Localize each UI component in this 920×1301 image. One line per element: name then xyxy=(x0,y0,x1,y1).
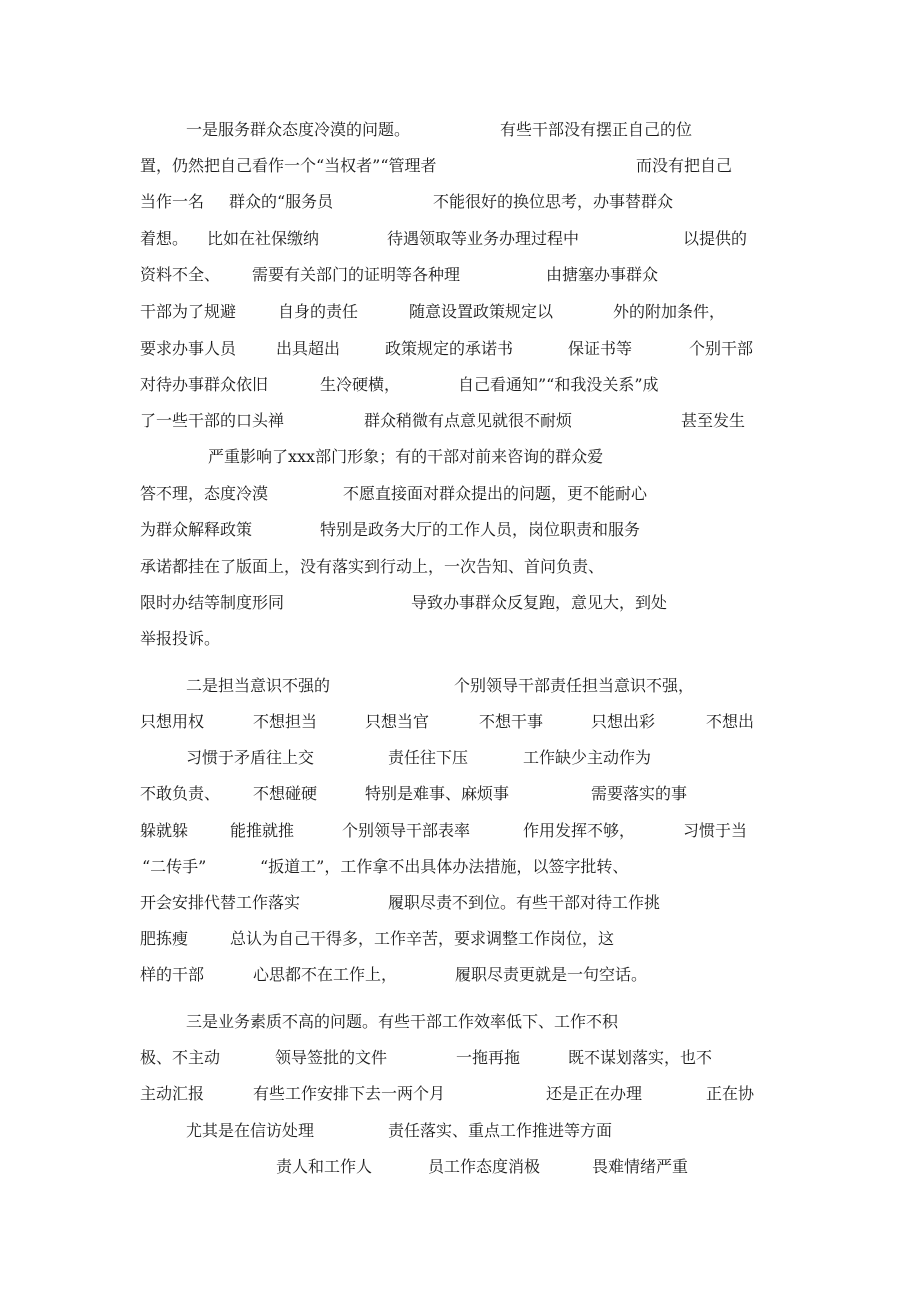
text-segment: 不想碰硬 xyxy=(253,784,318,803)
text-segment: 置，仍然把自己看作一个“当权者”“管理者 xyxy=(140,156,437,175)
text-segment: 随意设置政策规定以 xyxy=(409,302,554,321)
text-segment: 由搪塞办事群众 xyxy=(546,265,659,284)
text-segment: 开会安排代替工作落实 xyxy=(140,893,301,912)
text-segment: 正在协 xyxy=(706,1084,755,1103)
text-segment: 极、不主动 xyxy=(140,1048,221,1067)
text-segment: 而没有把自己 xyxy=(636,156,733,175)
text-segment: 尤其是在信访处理 xyxy=(186,1121,315,1140)
text-segment: 举报投诉。 xyxy=(140,629,221,648)
text-segment: 着想。 xyxy=(140,229,189,248)
text-segment: 群众稍微有点意见就很不耐烦 xyxy=(364,411,573,430)
text-segment: 自身的责任 xyxy=(278,302,359,321)
text-segment: 严重影响了xxx部门形象；有的干部对前来咨询的群众爱 xyxy=(208,447,604,466)
text-segment: 员工作态度消极 xyxy=(428,1157,541,1176)
text-segment: 个别领导干部表率 xyxy=(342,821,471,840)
text-segment: 不想干事 xyxy=(479,712,544,731)
text-segment: 个别干部 xyxy=(689,339,754,358)
text-line xyxy=(0,626,920,652)
text-segment: 工作缺少主动作为 xyxy=(523,748,652,767)
text-line xyxy=(0,444,920,470)
text-segment: 二是担当意识不强的 xyxy=(186,676,331,695)
text-line xyxy=(0,962,920,988)
text-segment: 不能很好的换位思考，办事替群众 xyxy=(433,192,674,211)
text-line xyxy=(0,554,920,580)
text-line xyxy=(0,189,920,215)
text-segment: “扳道工”，工作拿不出具体办法措施，以签字批转、 xyxy=(260,857,629,876)
text-segment: “二传手” xyxy=(142,857,207,876)
text-segment: 为群众解释政策 xyxy=(140,520,253,539)
text-segment: 样的干部 xyxy=(140,965,205,984)
text-line xyxy=(0,1154,920,1180)
text-segment: 一是服务群众态度冷漠的问题。 xyxy=(186,120,411,139)
text-segment: 待遇领取等业务办理过程中 xyxy=(387,229,580,248)
text-segment: 不愿直接面对群众提出的问题，更不能耐心 xyxy=(343,484,648,503)
text-line xyxy=(0,781,920,807)
text-segment: 承诺都挂在了版面上，没有落实到行动上，一次告知、首问负责、 xyxy=(140,557,605,576)
text-segment: 责人和工作人 xyxy=(276,1157,373,1176)
text-line xyxy=(0,372,920,398)
text-segment: 一拖再拖 xyxy=(456,1048,521,1067)
text-line xyxy=(0,1118,920,1144)
text-segment: 还是正在办理 xyxy=(546,1084,643,1103)
text-line xyxy=(0,262,920,288)
text-segment: 习惯于矛盾往上交 xyxy=(186,748,315,767)
text-line xyxy=(0,299,920,325)
text-line xyxy=(0,481,920,507)
text-line xyxy=(0,709,920,735)
text-segment: 习惯于当 xyxy=(683,821,748,840)
text-line xyxy=(0,153,920,179)
text-segment: 生冷硬横， xyxy=(320,375,401,394)
text-segment: 畏难情绪严重 xyxy=(592,1157,689,1176)
text-segment: 能推就推 xyxy=(230,821,295,840)
text-line xyxy=(0,590,920,616)
text-segment: 需要有关部门的证明等各种理 xyxy=(252,265,461,284)
text-segment: 限时办结等制度形同 xyxy=(140,593,285,612)
text-segment: 当作一名 xyxy=(140,192,205,211)
text-segment: 躲就躲 xyxy=(140,821,189,840)
text-segment: 甚至发生 xyxy=(681,411,746,430)
text-line xyxy=(0,1045,920,1071)
text-line xyxy=(0,408,920,434)
text-segment: 只想出彩 xyxy=(591,712,656,731)
text-segment: 群众的“服务员 xyxy=(229,192,334,211)
text-segment: 答不理，态度冷漠 xyxy=(140,484,269,503)
text-segment: 导致办事群众反复跑，意见大，到处 xyxy=(411,593,668,612)
text-segment: 出具超出 xyxy=(276,339,341,358)
text-segment: 履职尽责不到位。有些干部对待工作挑 xyxy=(388,893,661,912)
text-segment: 外的附加条件， xyxy=(613,302,726,321)
text-segment: 心思都不在工作上， xyxy=(253,965,398,984)
text-segment: 干部为了规避 xyxy=(140,302,237,321)
text-line xyxy=(0,117,920,143)
text-line xyxy=(0,926,920,952)
text-line xyxy=(0,226,920,252)
text-segment: 保证书等 xyxy=(568,339,633,358)
text-segment: 特别是政务大厅的工作人员，岗位职责和服务 xyxy=(320,520,641,539)
text-segment: 需要落实的事 xyxy=(591,784,688,803)
text-segment: 只想当官 xyxy=(365,712,430,731)
text-segment: 个别领导干部责任担当意识不强， xyxy=(454,676,695,695)
text-segment: 有些工作安排下去一两个月 xyxy=(253,1084,446,1103)
text-segment: 主动汇报 xyxy=(140,1084,205,1103)
text-segment: 有些干部没有摆正自己的位 xyxy=(500,120,693,139)
text-segment: 三是业务素质不高的问题。有些干部工作效率低下、工作不积 xyxy=(186,1012,619,1031)
text-segment: 资料不全、 xyxy=(140,265,221,284)
text-segment: 对待办事群众依旧 xyxy=(140,375,269,394)
text-segment: 政策规定的承诺书 xyxy=(385,339,514,358)
text-segment: 不敢负责、 xyxy=(140,784,221,803)
text-line xyxy=(0,517,920,543)
text-line xyxy=(0,745,920,771)
text-segment: 不想担当 xyxy=(253,712,318,731)
text-segment: 以提供的 xyxy=(683,229,748,248)
text-segment: 特别是难事、麻烦事 xyxy=(365,784,510,803)
text-line xyxy=(0,673,920,699)
text-line xyxy=(0,336,920,362)
text-segment: 了一些干部的口头禅 xyxy=(140,411,285,430)
text-line xyxy=(0,1009,920,1035)
text-segment: 履职尽责更就是一句空话。 xyxy=(455,965,648,984)
text-segment: 既不谋划落实，也不 xyxy=(568,1048,713,1067)
text-line xyxy=(0,854,920,880)
text-segment: 领导签批的文件 xyxy=(275,1048,388,1067)
text-segment: 总认为自己干得多，工作辛苦，要求调整工作岗位，这 xyxy=(230,929,615,948)
text-segment: 作用发挥不够， xyxy=(523,821,636,840)
text-segment: 自己看通知”“和我没关系”成 xyxy=(458,375,659,394)
text-segment: 责任落实、重点工作推进等方面 xyxy=(388,1121,613,1140)
text-segment: 只想用权 xyxy=(140,712,205,731)
text-line xyxy=(0,1081,920,1107)
text-segment: 肥拣瘦 xyxy=(140,929,189,948)
text-line xyxy=(0,818,920,844)
text-line xyxy=(0,890,920,916)
text-segment: 责任往下压 xyxy=(388,748,469,767)
text-segment: 比如在社保缴纳 xyxy=(207,229,320,248)
text-segment: 要求办事人员 xyxy=(140,339,237,358)
text-segment: 不想出 xyxy=(706,712,755,731)
